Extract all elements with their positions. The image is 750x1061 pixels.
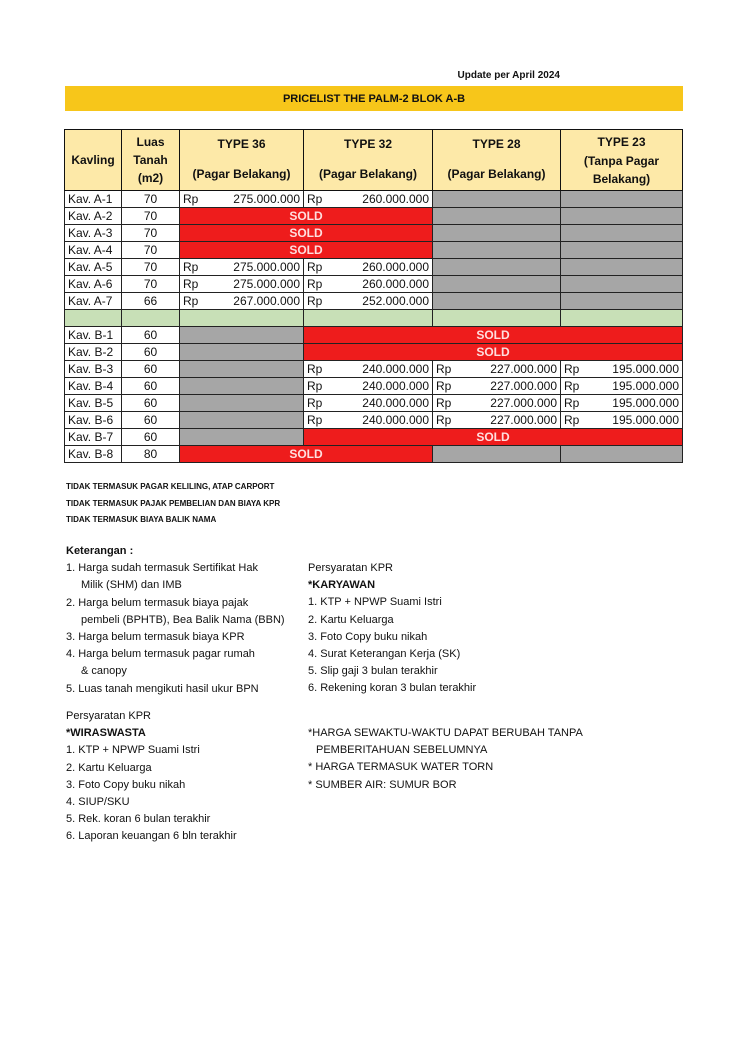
kpr-karyawan-heading: Persyaratan KPR [308,562,393,574]
table-separator-row [65,310,683,327]
price-value: 267.000.000 [233,294,300,308]
price-value: 252.000.000 [362,294,429,308]
kpr-karyawan-sub: *KARYAWAN [308,579,376,592]
header-luas-line: Luas [136,135,165,149]
price-value: 275.000.000 [233,192,300,206]
table-body [65,191,683,463]
currency-label: Rp [307,260,323,274]
currency-label: Rp [564,379,580,393]
currency-label: Rp [307,294,323,308]
kavling-cell: Kav. A-6 [65,276,122,293]
luas-cell: 60 [122,361,180,378]
kavling-cell: Kav. B-3 [65,361,122,378]
table-row [65,395,683,412]
currency-label: Rp [183,192,199,206]
sold-cell: SOLD [304,327,683,344]
currency-label: Rp [307,413,323,427]
currency-label: Rp [436,379,452,393]
table-row [65,225,683,242]
kpr-wiraswasta-line: 4. SIUP/SKU [66,796,130,809]
table-row [65,378,683,395]
price-cell [304,361,433,378]
unavailable-cell [180,429,304,446]
price-cell [433,378,561,395]
unavailable-cell [561,293,683,310]
price-value: 195.000.000 [612,396,679,410]
page-title: PRICELIST THE PALM-2 BLOK A-B [65,86,683,111]
unavailable-cell [180,378,304,395]
sold-cell: SOLD [304,429,683,446]
unavailable-cell [433,242,561,259]
separator-cell [180,310,304,327]
luas-cell: 66 [122,293,180,310]
price-value: 240.000.000 [362,379,429,393]
sold-cell: SOLD [180,242,433,259]
kpr-wiraswasta-line: 2. Kartu Keluarga [66,761,152,774]
currency-label: Rp [307,362,323,376]
header-luas-line: (m2) [137,171,164,185]
kpr-wiraswasta-line: 6. Laporan keuangan 6 bln terakhir [66,830,237,843]
unavailable-cell [561,276,683,293]
currency-label: Rp [307,396,323,410]
price-value: 195.000.000 [612,413,679,427]
table-row [65,191,683,208]
table-row [65,276,683,293]
price-cell [180,293,304,310]
price-cell [304,412,433,429]
price-cell [304,191,433,208]
price-cell [304,395,433,412]
sold-cell: SOLD [180,225,433,242]
table-row [65,208,683,225]
unavailable-cell [180,327,304,344]
unavailable-cell [180,344,304,361]
price-value: 195.000.000 [612,362,679,376]
kavling-cell: Kav. A-2 [65,208,122,225]
sold-cell: SOLD [180,208,433,225]
kpr-karyawan-line: 1. KTP + NPWP Suami Istri [308,596,442,609]
unavailable-cell [433,446,561,463]
keterangan-line: 5. Luas tanah mengikuti hasil ukur BPN [66,682,259,695]
kpr-karyawan-line: 4. Surat Keterangan Kerja (SK) [308,648,461,661]
note-line: TIDAK TERMASUK PAGAR KELILING, ATAP CARPORT [66,482,275,491]
kpr-karyawan-line: 6. Rekening koran 3 bulan terakhir [308,682,477,695]
update-date: Update per April 2024 [457,70,560,81]
currency-label: Rp [564,362,580,376]
luas-cell: 60 [122,344,180,361]
unavailable-cell [433,225,561,242]
currency-label: Rp [564,396,580,410]
header-luas-line: Tanah [133,153,168,167]
kavling-cell: Kav. A-5 [65,259,122,276]
header-type-name: TYPE 23 [597,135,646,149]
note-line: TIDAK TERMASUK BIAYA BALIK NAMA [66,515,217,524]
luas-cell: 80 [122,446,180,463]
price-value: 227.000.000 [490,413,557,427]
keterangan-line: pembeli (BPHTB), Bea Balik Nama (BBN) [81,613,285,626]
kavling-cell: Kav. B-1 [65,327,122,344]
separator-cell [65,310,122,327]
table-row [65,361,683,378]
price-cell [180,259,304,276]
disclaimer-line: PEMBERITAHUAN SEBELUMNYA [316,744,488,757]
price-cell [433,361,561,378]
kpr-wiraswasta-sub: *WIRASWASTA [66,727,146,740]
header-type-name: TYPE 36 [217,137,266,151]
header-type-sub: (Tanpa Pagar Belakang) [583,154,660,186]
kavling-cell: Kav. B-5 [65,395,122,412]
luas-cell: 70 [122,276,180,293]
kpr-karyawan-line: 3. Foto Copy buku nikah [308,630,428,643]
keterangan-line: 1. Harga sudah termasuk Sertifikat Hak [66,562,258,575]
price-value: 195.000.000 [612,379,679,393]
unavailable-cell [433,208,561,225]
currency-label: Rp [436,413,452,427]
unavailable-cell [561,446,683,463]
kpr-wiraswasta-line: 5. Rek. koran 6 bulan terakhir [66,813,211,826]
table-row [65,259,683,276]
separator-cell [561,310,683,327]
price-value: 260.000.000 [362,277,429,291]
table-row [65,327,683,344]
disclaimer-line: *HARGA SEWAKTU-WAKTU DAPAT BERUBAH TANPA [308,727,583,739]
keterangan-line: 4. Harga belum termasuk pagar rumah [66,648,255,661]
kpr-karyawan-section [308,560,568,698]
kpr-wiraswasta-line: 1. KTP + NPWP Suami Istri [66,744,200,757]
luas-cell: 60 [122,378,180,395]
currency-label: Rp [307,379,323,393]
unavailable-cell [561,208,683,225]
price-value: 260.000.000 [362,192,429,206]
price-cell [304,259,433,276]
header-luas [122,130,180,191]
kavling-cell: Kav. A-4 [65,242,122,259]
price-cell [561,378,683,395]
currency-label: Rp [183,260,199,274]
unavailable-cell [561,225,683,242]
table-row [65,412,683,429]
currency-label: Rp [183,294,199,308]
unavailable-cell [433,191,561,208]
keterangan-line: 3. Harga belum termasuk biaya KPR [66,631,245,644]
currency-label: Rp [436,362,452,376]
table-row [65,446,683,463]
luas-cell: 60 [122,395,180,412]
price-cell [304,293,433,310]
price-value: 227.000.000 [490,396,557,410]
separator-cell [433,310,561,327]
disclaimer-line: * HARGA TERMASUK WATER TORN [308,761,494,774]
price-value: 240.000.000 [362,413,429,427]
sold-cell: SOLD [304,344,683,361]
table-row [65,344,683,361]
disclaimer-line: * SUMBER AIR: SUMUR BOR [308,778,457,791]
price-cell [433,395,561,412]
luas-cell: 70 [122,191,180,208]
header-kavling: Kavling [65,130,122,191]
kpr-wiraswasta-line: 3. Foto Copy buku nikah [66,778,186,791]
note-line: TIDAK TERMASUK PAJAK PEMBELIAN DAN BIAYA KPR [66,499,281,508]
table-row [65,429,683,446]
separator-cell [304,310,433,327]
header-type-name: TYPE 32 [343,137,393,151]
kavling-cell: Kav. B-8 [65,446,122,463]
sold-cell: SOLD [180,446,433,463]
table-header-row [65,130,683,191]
kpr-wiraswasta-section [66,708,306,846]
header-type-sub: (Pagar Belakang) [192,167,291,181]
unavailable-cell [433,259,561,276]
currency-label: Rp [307,277,323,291]
price-value: 227.000.000 [490,362,557,376]
price-table [64,129,683,463]
luas-cell: 60 [122,412,180,429]
kavling-cell: Kav. A-3 [65,225,122,242]
table-row [65,242,683,259]
price-value: 275.000.000 [233,260,300,274]
unavailable-cell [561,242,683,259]
unavailable-cell [180,412,304,429]
price-cell [180,191,304,208]
keterangan-line: Milik (SHM) dan IMB [81,579,182,592]
price-cell [561,395,683,412]
price-value: 260.000.000 [362,260,429,274]
unavailable-cell [433,293,561,310]
price-cell [180,276,304,293]
keterangan-section [66,543,306,698]
header-type-28 [433,130,561,191]
currency-label: Rp [564,413,580,427]
kpr-karyawan-line: 5. Slip gaji 3 bulan terakhir [308,665,438,678]
unavailable-cell [561,259,683,276]
kavling-cell: Kav. A-7 [65,293,122,310]
keterangan-heading: Keterangan : [66,545,134,557]
keterangan-line: & canopy [81,665,127,678]
kavling-cell: Kav. B-4 [65,378,122,395]
price-value: 240.000.000 [362,396,429,410]
header-type-32 [304,130,433,191]
luas-cell: 70 [122,242,180,259]
unavailable-cell [180,361,304,378]
currency-label: Rp [436,396,452,410]
price-value: 227.000.000 [490,379,557,393]
price-cell [304,378,433,395]
header-type-36 [180,130,304,191]
currency-label: Rp [183,277,199,291]
kpr-wiraswasta-heading: Persyaratan KPR [66,710,151,722]
luas-cell: 70 [122,208,180,225]
luas-cell: 70 [122,225,180,242]
header-type-name: TYPE 28 [472,137,521,151]
kavling-cell: Kav. B-6 [65,412,122,429]
keterangan-line: 2. Harga belum termasuk biaya pajak [66,596,249,609]
kavling-cell: Kav. B-2 [65,344,122,361]
luas-cell: 60 [122,327,180,344]
header-type-sub: (Pagar Belakang) [447,167,546,181]
price-value: 240.000.000 [362,362,429,376]
price-cell [433,412,561,429]
currency-label: Rp [307,192,323,206]
header-type-sub: (Pagar Belakang) [318,167,418,181]
kpr-karyawan-line: 2. Kartu Keluarga [308,613,394,626]
header-type-23 [561,130,683,191]
price-cell [561,412,683,429]
unavailable-cell [433,276,561,293]
unavailable-cell [180,395,304,412]
unavailable-cell [561,191,683,208]
price-value: 275.000.000 [233,277,300,291]
luas-cell: 60 [122,429,180,446]
luas-cell: 70 [122,259,180,276]
kavling-cell: Kav. A-1 [65,191,122,208]
price-cell [304,276,433,293]
disclaimer-section [308,725,608,794]
table-row [65,293,683,310]
separator-cell [122,310,180,327]
price-cell [561,361,683,378]
kavling-cell: Kav. B-7 [65,429,122,446]
